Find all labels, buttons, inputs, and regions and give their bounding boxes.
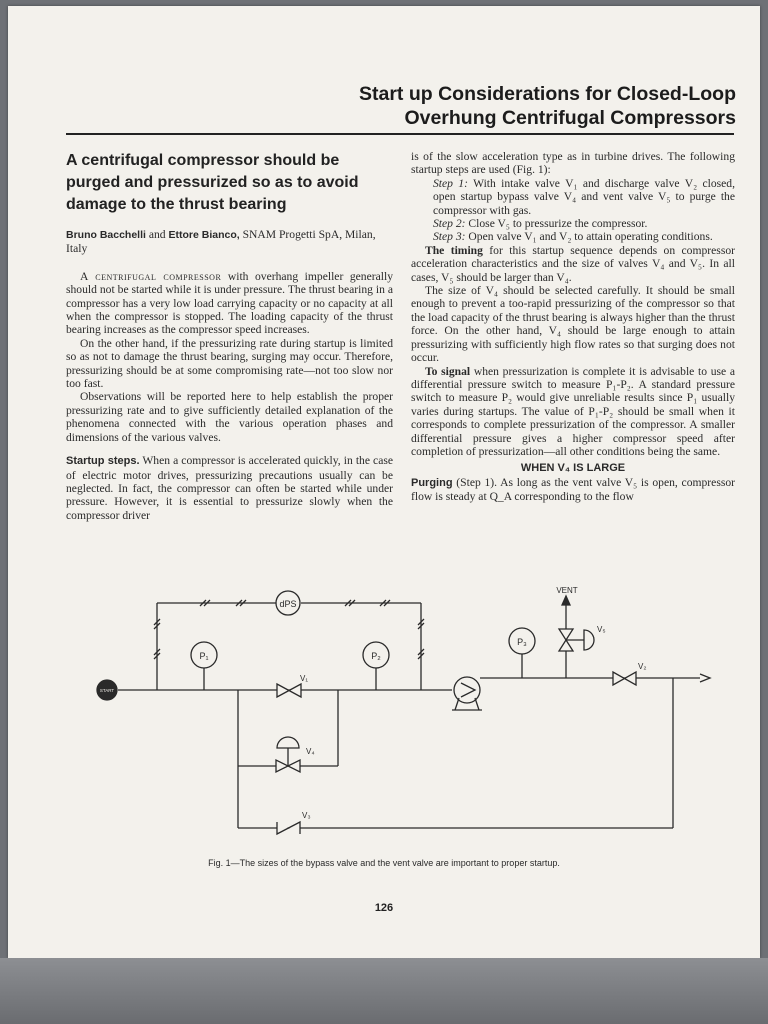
title-line-2: Overhung Centrifugal Compressors xyxy=(404,107,736,129)
valve-v3 xyxy=(277,811,311,834)
signal-body: when pressurization is complete it is advisable to use a differential pressure switch to measure P₁-P₂. A standard pressure switch to measure P₂ would give unreliable results since P₁ usually varies during startups. The value of P₁-P₂ should be small when it corresponds to complete pressurization of the compressor. A smaller differential pressure gives a higher compressor speed after completion of pressurization—all other conditions being the same. xyxy=(411,364,735,458)
step-3-label: Step 3: xyxy=(433,230,466,244)
outlet-arrow xyxy=(700,674,710,682)
purging-body: (Step 1). As long as the vent valve V₅ is open, compressor flow is steady at Q_A corresponding to the flow xyxy=(411,475,735,504)
dps-switch xyxy=(276,591,300,615)
p2-label: P₂ xyxy=(371,651,381,661)
v5-label: V₅ xyxy=(597,625,606,634)
affiliation: SNAM Progetti SpA, Milan, Italy xyxy=(66,228,376,256)
paragraph-2: On the other hand, if the pressurizing rate during startup is limited so as not to damage the thrust bearing, surging may occur. Therefore, pressurizing should be at some compromising rate—not too slow nor too fast. xyxy=(66,336,393,391)
v3-label: V₃ xyxy=(302,811,311,820)
paragraph-continued: is of the slow acceleration type as in turbine drives. The following startup steps are used (Fig. 1): xyxy=(411,150,735,177)
v2-label: V₂ xyxy=(638,662,647,671)
figure-caption: Fig. 1—The sizes of the bypass valve and the vent valve are important to proper startup. xyxy=(208,858,560,868)
startup-heading: Startup steps. xyxy=(66,455,140,468)
startup-body: When a compressor is accelerated quickly, in the case of electric motor drives, pressurizing precautions usually can be neglected. In fact, the compressor can often be started while under pressure. However, it is essential to pressurize slowly when the compressor driver xyxy=(66,454,393,522)
title-line-1: Start up Considerations for Closed-Loop xyxy=(358,83,736,105)
paragraph-valve-size: The size of V₄ should be selected carefully. It should be small enough to prevent a too-rapid pressurizing of the compressor so that the load capacity of the thrust bearing is always higher than the thrust force. On the other hand, V₄ should be large enough to attain pressurizing with sufficiently high flow rates so that surging does not occur. xyxy=(411,284,735,365)
start-marker xyxy=(97,680,117,700)
compressor-symbol xyxy=(452,677,482,710)
byline-and: and xyxy=(145,228,169,241)
paragraph-3: Observations will be reported here to help establish the proper pressurizing rate and to give sufficiently detailed explanation of the phenomena connected with the various operation phases and dimensions of the various valves. xyxy=(66,390,393,444)
signal-heading: To signal xyxy=(425,364,471,378)
timing-heading: The timing xyxy=(425,243,483,257)
valve-v2 xyxy=(613,662,646,685)
step-1-label: Step 1: xyxy=(433,176,468,190)
p3-gauge xyxy=(509,628,535,678)
step-1-text: With intake valve V₁ and discharge valve V₂ closed, open startup bypass valve V₄ and vent valve V₅ to purge the compressor with gas. xyxy=(433,176,735,217)
step-2-text: Close V₅ to pressurize the compressor. xyxy=(465,217,648,231)
dps-label: dPS xyxy=(279,599,297,609)
step-2-label: Step 2: xyxy=(433,217,466,231)
author-1: Bruno Bacchelli xyxy=(66,229,146,241)
vent-label: VENT xyxy=(556,586,578,595)
valve-v5 xyxy=(559,596,606,678)
purging-heading: Purging xyxy=(411,476,453,489)
p1-gauge xyxy=(191,642,217,690)
v1-label: V₁ xyxy=(300,674,309,683)
valve-v4 xyxy=(276,737,315,772)
author-2: Ettore Bianco, xyxy=(168,229,240,241)
v4-label: V₄ xyxy=(306,747,315,756)
start-label: START xyxy=(99,688,115,693)
subheading: WHEN V₄ IS LARGE xyxy=(520,462,626,475)
timing-body: for this startup sequence depends on compressor acceleration characteristics and the size of valves V₄ and V₅. In all cases, V₅ should be larger than V₄. xyxy=(411,243,735,284)
p3-label: P₃ xyxy=(517,637,527,647)
intro-lead: A centrifugal compressor xyxy=(80,269,222,283)
article-headline: A centrifugal compressor should be purged and pressurized so as to avoid damage to the thrust bearing xyxy=(66,152,359,213)
bypass-lines xyxy=(238,678,673,828)
step-3-text: Open valve V₁ and V₂ to attain operating conditions. xyxy=(465,230,713,244)
p1-label: P₁ xyxy=(199,651,209,661)
intro-body: with overhang impeller generally should not be started while it is under pressure. The thrust bearing in a compressor has a very low load carrying capacity or no capacity at all when the compressor is stopped. The loading capacity of the thrust bearing increases as the compressor speed increases. xyxy=(66,269,393,337)
valve-v1 xyxy=(277,674,308,697)
page-number: 126 xyxy=(374,902,394,914)
p2-gauge xyxy=(363,642,389,690)
